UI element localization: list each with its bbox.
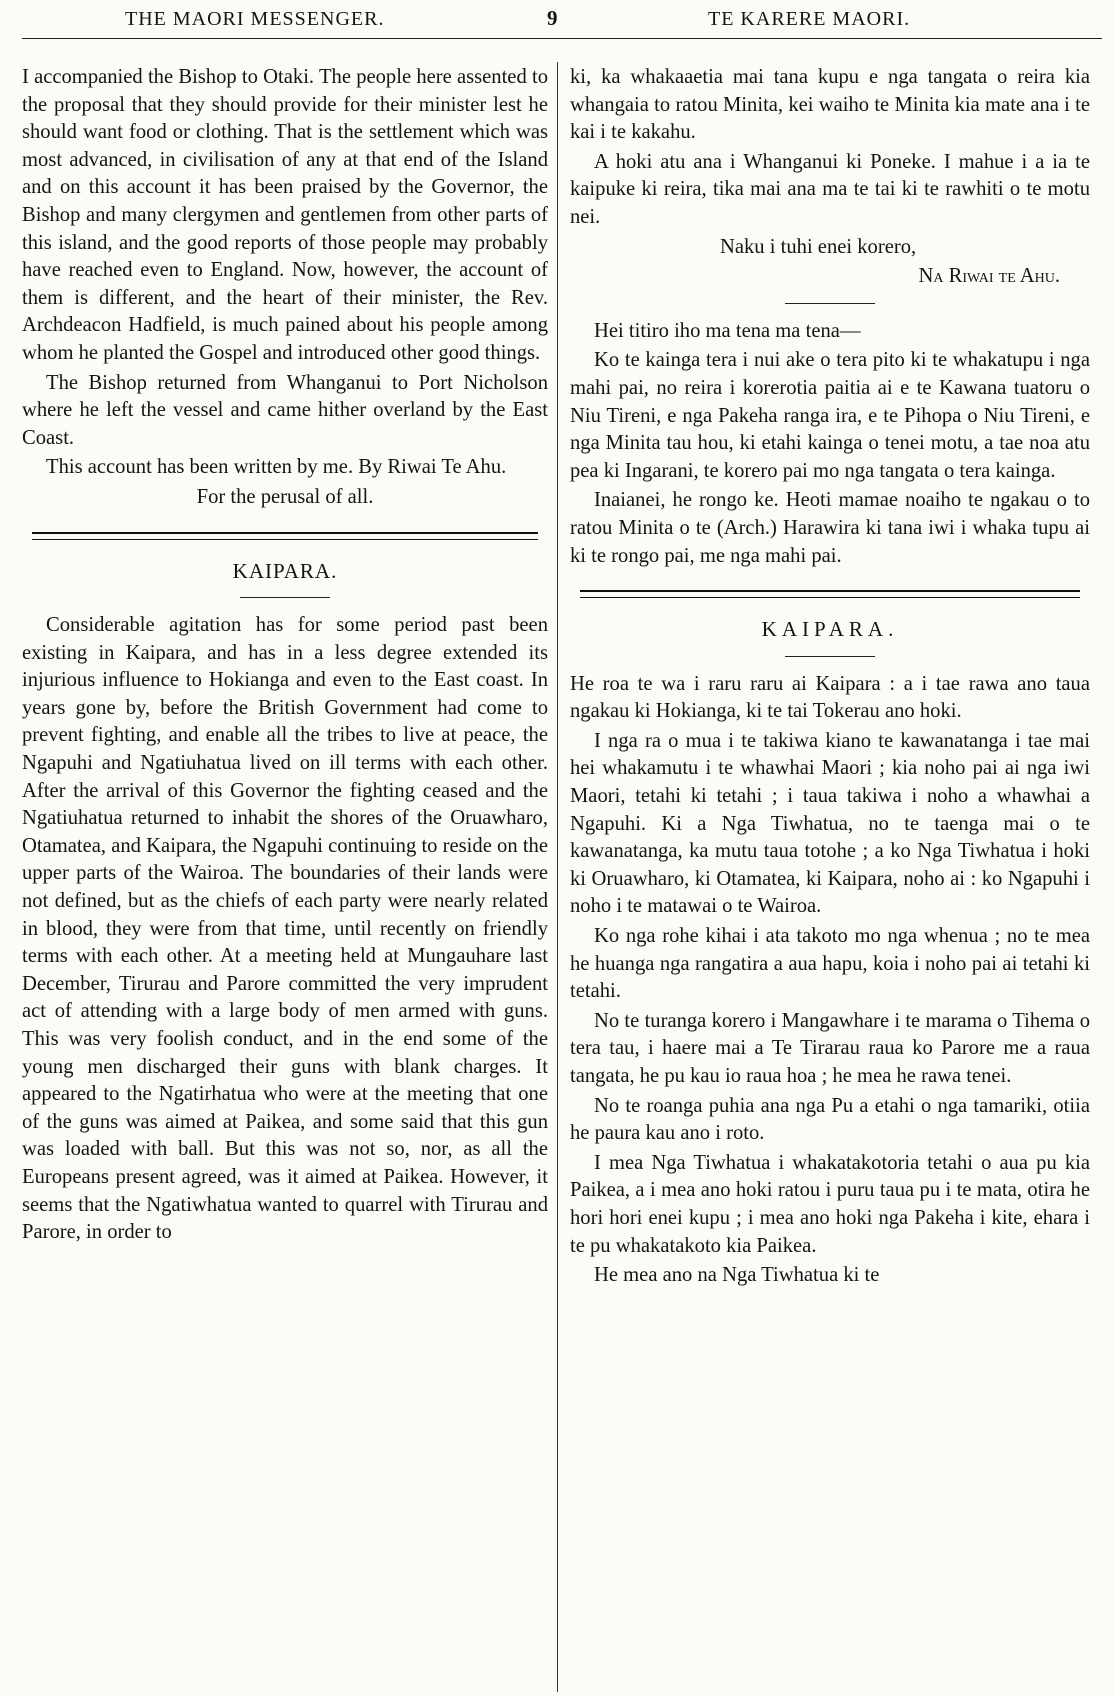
maori-paragraph: Inaianei, he rongo ke. Heoti mamae noaiho te ngakau o to ratou Minita o te (Arch.) Harawira ki tana iwi i whaka tupu ai ki te rongo pai, me nga mahi pai. (570, 489, 1090, 567)
maori-kaipara-paragraph: Ko nga rohe kihai i ata takoto mo nga whenua ; no te mea he huanga nga rangatira a aua hapu, koia i noho pai ai tetahi ki tetahi. (570, 925, 1090, 1003)
maori-kaipara-paragraph: No te turanga korero i Mangawhare i te marama o Tihema o tera tau, i haere mai a Te Tirarau raua ko Parore me a raua tangata, he pu kau io raua hoa ; he mea he rawa tenei. (570, 1009, 1090, 1087)
maori-column (570, 64, 1090, 1684)
page-number: 9 (547, 6, 559, 30)
english-closing: For the perusal of all. (196, 485, 374, 508)
maori-paragraph: A hoki atu ana i Whanganui ki Poneke. I mahue i a ia te kaipuke ki reira, tika mai ana ma te tai ki te rawhiti o te motu nei. (570, 150, 1090, 228)
english-paragraph: This account has been written by me. By Riwai Te Ahu. (46, 456, 507, 479)
english-column (22, 64, 548, 1684)
maori-kaipara-paragraph: He mea ano na Nga Tiwhatua ki te (594, 1264, 880, 1287)
signature-rule (785, 303, 875, 304)
masthead-english: THE MAORI MESSENGER. (125, 8, 385, 30)
english-kaipara-paragraph: Considerable agitation has for some period past been existing in Kaipara, and has in a less degree extended its injurious influence to Hokianga and even to the East coast. In years gone by, before the British Government had come to prevent fighting, and enable all the tribes to live at peace, the Ngapuhi and Ngatiuhatua lived on ill terms with each other. After the arrival of this Governor the fighting ceased and the Ngatiuhatua returned to inhabit the shores of the Oruawharo, Otamatea, and Kaipara, the Ngapuhi continuing to reside on the upper parts of the Wairoa. The boundaries of their lands were not defined, but as the chiefs of each party were nearly related in blood, they were from that time, until recently on friendly terms with each other. At a meeting held at Mungauhare last December, Tirurau and Parore committed the very imprudent act of attending with a large body of men armed with guns. This was very foolish conduct, and in the end some of the young men discharged their guns with blank charges. It appeared to the Ngatirhatua who were at the meeting that one of the guns was aimed at Paikea, and some said that this gun was loaded with ball. But this was not so, nor, as all the Europeans present agreed, was it aimed at Paikea. However, it seems that the Ngatiwhatua wanted to quarrel with Tirurau and Parore, in order to (22, 614, 548, 1244)
maori-kaipara-paragraph: I mea Nga Tiwhatua i whakatakotoria tetahi o aua pu kia Paikea, a i mea ano hoki ratou i puru taua pu i te mata, otira he hori hori enei kupu ; i mea ano hoki nga Pakeha i kite, ehara i te pu whakatakoto kia Paikea. (570, 1151, 1090, 1257)
maori-paragraph: Ko te kainga tera i nui ake o tera pito ki te whakatupu i nga mahi pai, no reira i korerotia paitia ai e te Kawana tuatoru o Niu Tireni, e nga Pakeha ranga ira, e te Pihopa o Niu Tireni, e nga Minita tau hou, ki etahi kainga o tenei motu, a tae noa atu pea ki Ingarani, te korero pai mo nga tangata o tera kainga. (570, 349, 1090, 482)
english-section-heading: KAIPARA. (232, 558, 338, 583)
maori-kaipara-paragraph: I nga ra o mua i te takiwa kiano te kawanatanga i tae mai hei whakamutu i te whawhai Maori ; kia noho pai ai nga iwi Maori, tetahi ki tetahi ; i taua takiwa i noho a whawhai a Ngapuhi. Ki a Nga Tiwhatua, no te taenga mai o te kawanatanga, ka mutu taua totohe ; a ko Nga Tiwhatua i hoki ki Oruawharo, ki Otamatea, ki Kaipara, noho ai : ko Ngapuhi i noho i te matawai o te Wairoa. (570, 729, 1090, 918)
maori-signature-line: Naku i tuhi enei korero, (720, 235, 917, 258)
maori-paragraph: ki, ka whakaaetia mai tana kupu e nga tangata o reira kia whangaia to ratou Minita, kei waiho te Minita kia mate ana i te kai i te kakahu. (570, 66, 1090, 144)
english-paragraph: I accompanied the Bishop to Otaki. The people here assented to the proposal that they should provide for their minister lest he should want food or clothing. That is the settlement which was most advanced, in civilisation of any at that end of the Island and on this account it has been praised by the Governor, the Bishop and many clergymen and gentlemen from other parts of this island, and the good reports of those people may probably have reached even to England. Now, however, the account of them is different, and the heart of their minister, the Rev. Archdeacon Hadfield, is much pained about his people among whom he planted the Gospel and introduced other good things. (22, 66, 548, 364)
maori-kaipara-paragraph: He roa te wa i raru raru ai Kaipara : a i tae rawa ano taua ngakau ki Hokianga, ki te tai Tokerau ano hoki. (570, 672, 1090, 723)
column-divider (557, 62, 558, 1692)
masthead-maori: TE KARERE MAORI. (708, 8, 911, 30)
heading-rule (785, 656, 875, 657)
maori-section-heading: KAIPARA. (761, 617, 899, 642)
maori-signature-name: Na Riwai te Ahu. (918, 265, 1060, 288)
section-rule (580, 590, 1080, 598)
section-rule (32, 532, 538, 540)
header-rule (22, 38, 1102, 39)
maori-paragraph: Hei titiro iho ma tena ma tena— (594, 319, 861, 342)
maori-kaipara-paragraph: No te roanga puhia ana nga Pu a etahi o nga tamariki, otiia he paura kau ano i roto. (570, 1094, 1090, 1145)
english-paragraph: The Bishop returned from Whanganui to Port Nicholson where he left the vessel and came hither overland by the East Coast. (22, 371, 548, 449)
heading-rule (240, 597, 330, 598)
